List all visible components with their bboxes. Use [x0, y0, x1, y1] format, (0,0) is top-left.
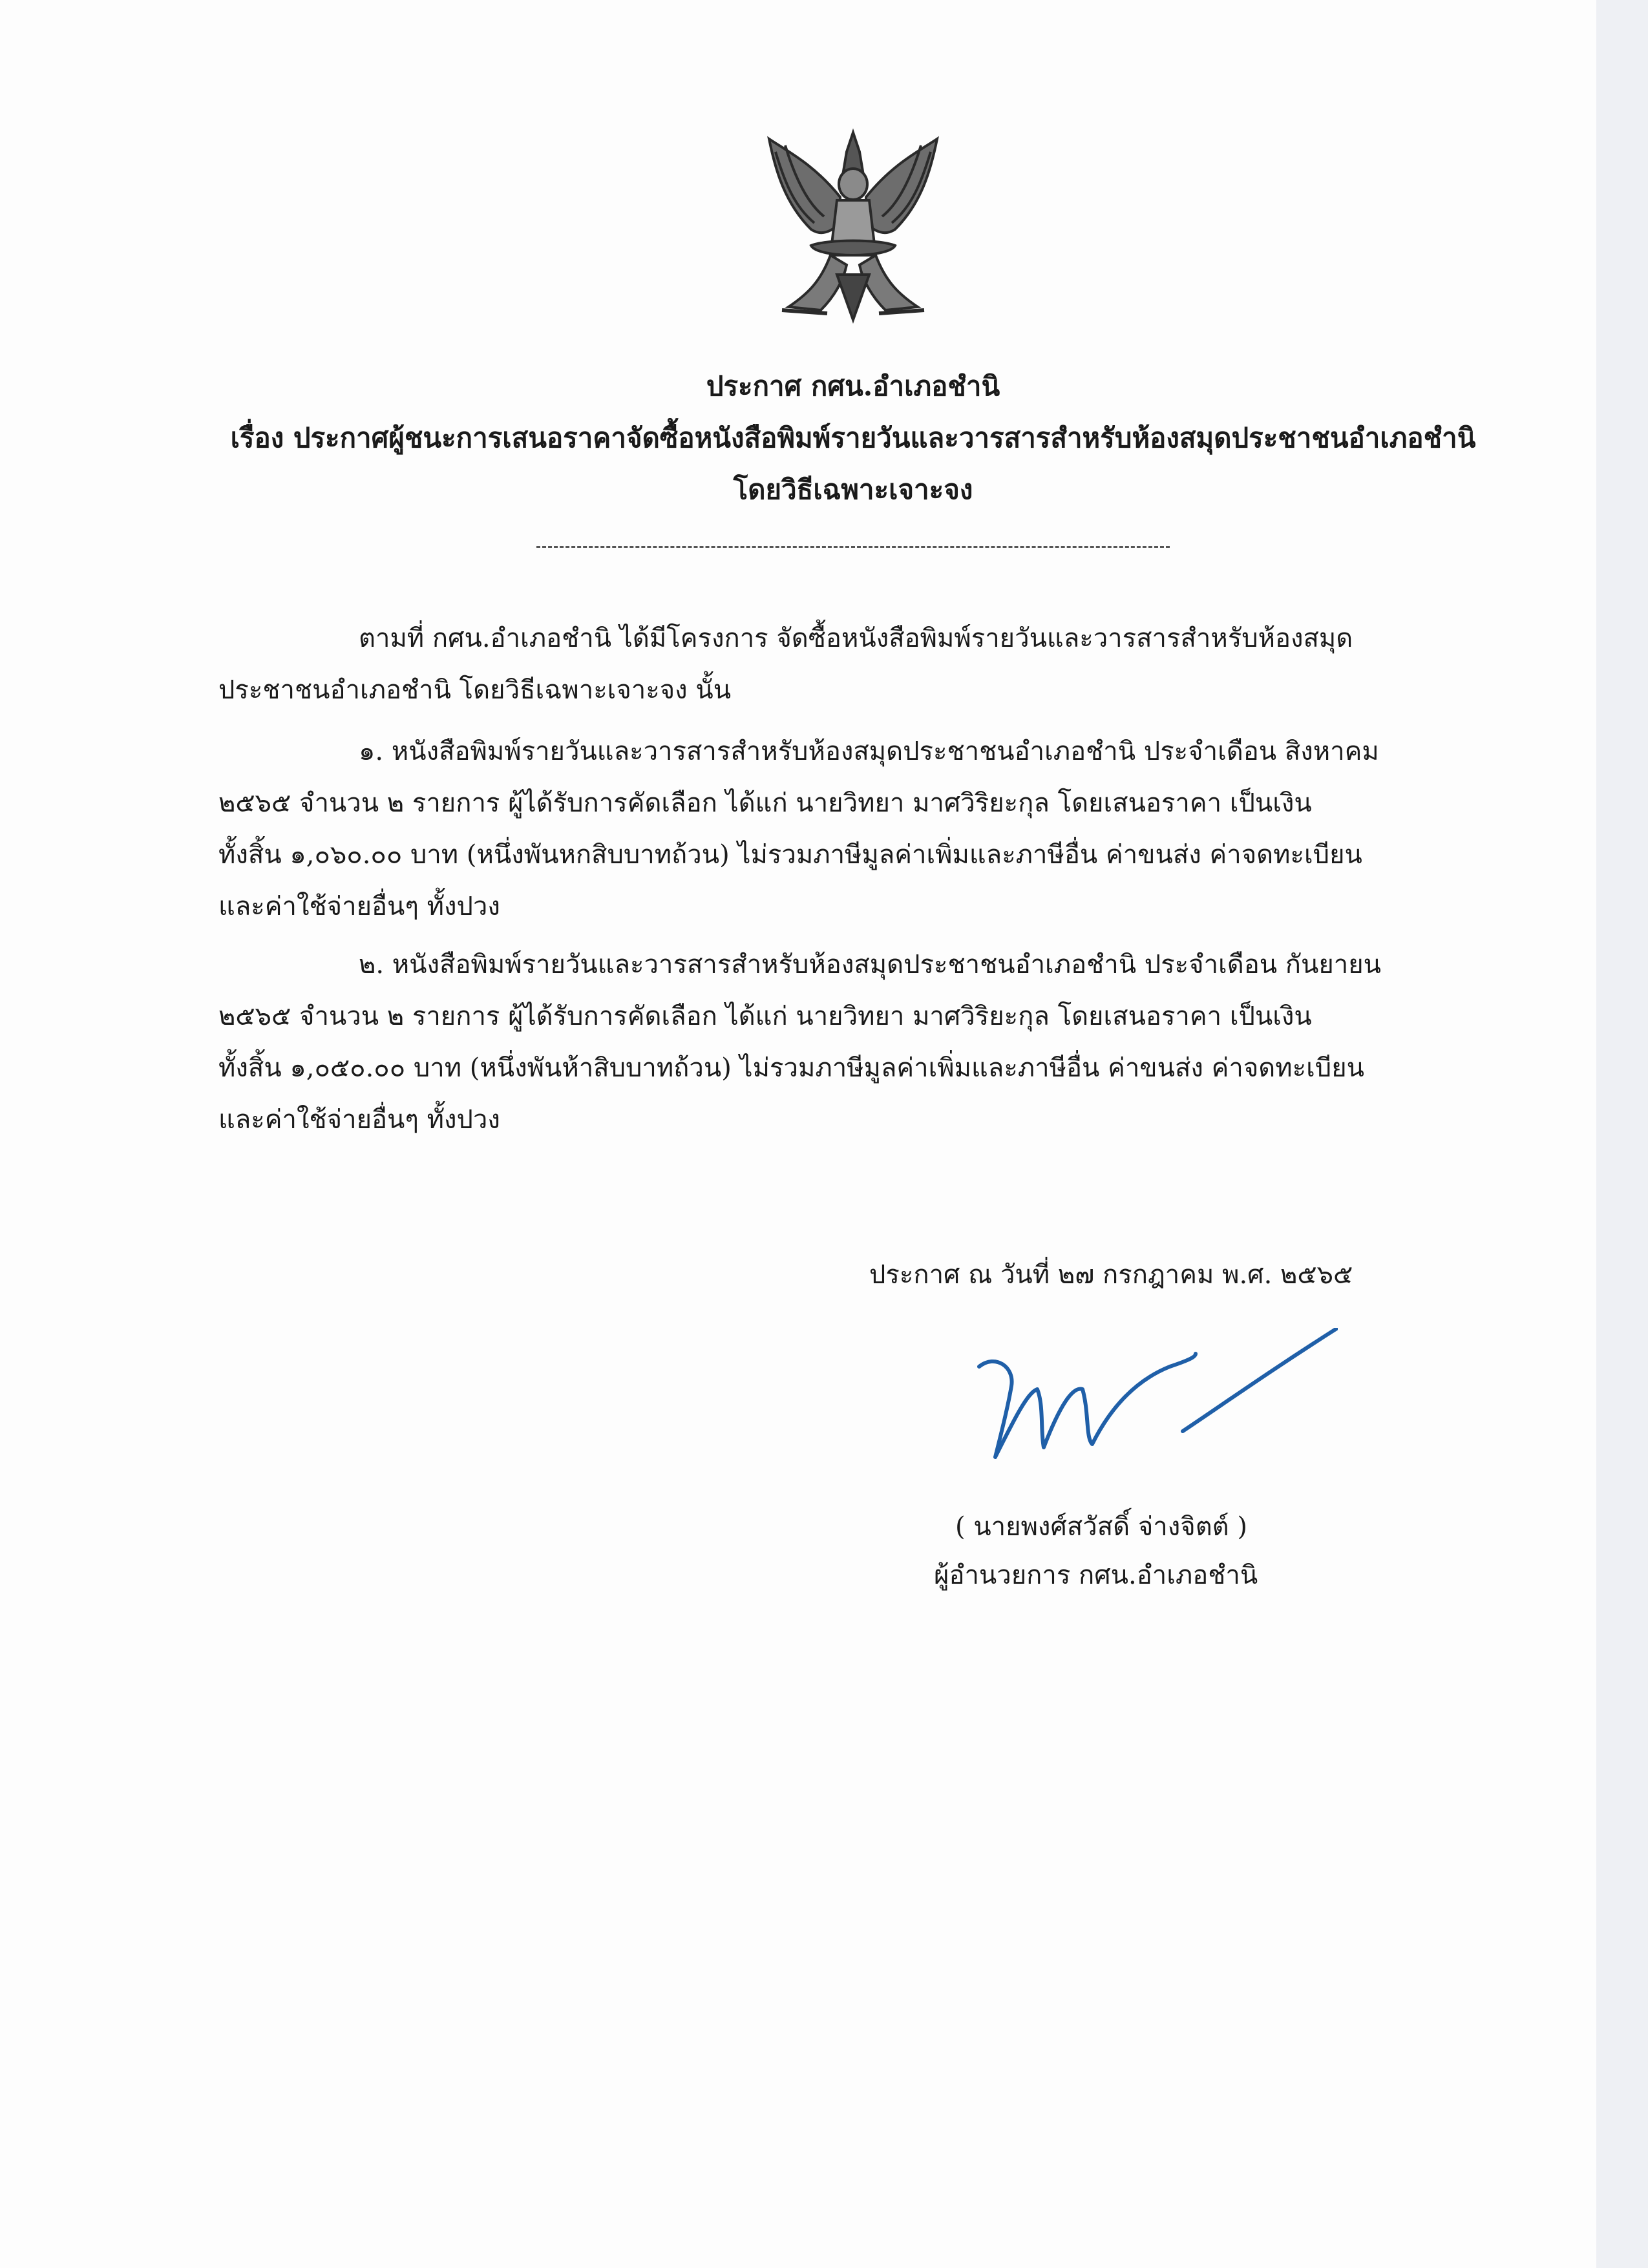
issuer-heading: ประกาศ กศน.อำเภอชำนิ: [706, 370, 1000, 402]
intro-line-2: ประชาชนอำเภอชำนิ โดยวิธีเฉพาะเจาะจง นั้น: [218, 675, 732, 705]
item1-line-4: และค่าใช้จ่ายอื่นๆ ทั้งปวง: [218, 892, 500, 921]
item2-line-1: ๒. หนังสือพิมพ์รายวันและวารสารสำหรับห้องสมุดประชาชนอำเภอชำนิ ประจำเดือน กันยายน: [359, 950, 1382, 980]
item1-line-1: ๑. หนังสือพิมพ์รายวันและวารสารสำหรับห้องสมุดประชาชนอำเภอชำนิ ประจำเดือน สิงหาคม: [359, 737, 1379, 766]
garuda-emblem-icon: [750, 126, 956, 333]
item1-line-3: ทั้งสิ้น ๑,๐๖๐.๐๐ บาท (หนึ่งพันหกสิบบาทถ้วน) ไม่รวมภาษีมูลค่าเพิ่มและภาษีอื่น ค่าขนส่ง ค่าจดทะเบียน: [218, 840, 1362, 870]
scan-edge: [1596, 0, 1648, 2268]
date-line: ประกาศ ณ วันที่ ๒๗ กรกฎาคม พ.ศ. ๒๕๖๕: [869, 1260, 1353, 1290]
separator-line: [536, 546, 1170, 548]
item2-line-2: ๒๕๖๕ จำนวน ๒ รายการ ผู้ได้รับการคัดเลือก ได้แก่ นายวิทยา มาศวิริยะกุล โดยเสนอราคา เป็นเงิน: [218, 1002, 1312, 1031]
signer-name: ( นายพงศ์สวัสดิ์ จ่างจิตต์ ): [955, 1512, 1247, 1542]
subject-heading: เรื่อง ประกาศผู้ชนะการเสนอราคาจัดซื้อหนังสือพิมพ์รายวันและวารสารสำหรับห้องสมุดประชาชนอำเภอชำนิ: [230, 422, 1476, 454]
item2-line-3: ทั้งสิ้น ๑,๐๕๐.๐๐ บาท (หนึ่งพันห้าสิบบาทถ้วน) ไม่รวมภาษีมูลค่าเพิ่มและภาษีอื่น ค่าขนส่ง ค่าจดทะเบียน: [218, 1053, 1364, 1083]
method-heading: โดยวิธีเฉพาะเจาะจง: [733, 474, 973, 505]
signer-position: ผู้อำนวยการ กศน.อำเภอชำนิ: [934, 1560, 1258, 1590]
item1-line-2: ๒๕๖๕ จำนวน ๒ รายการ ผู้ได้รับการคัดเลือก ได้แก่ นายวิทยา มาศวิริยะกุล โดยเสนอราคา เป็นเงิน: [218, 788, 1312, 818]
signature-icon: [976, 1328, 1338, 1483]
item2-line-4: และค่าใช้จ่ายอื่นๆ ทั้งปวง: [218, 1105, 500, 1135]
intro-line-1: ตามที่ กศน.อำเภอชำนิ ได้มีโครงการ จัดซื้อหนังสือพิมพ์รายวันและวารสารสำหรับห้องสมุด: [359, 624, 1353, 653]
